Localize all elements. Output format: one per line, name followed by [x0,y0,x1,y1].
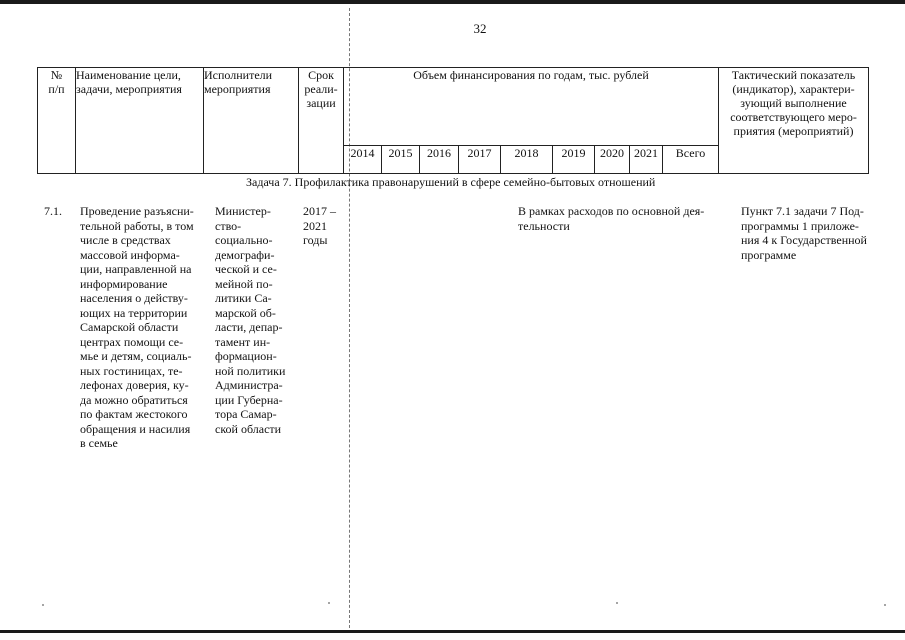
header-number: № п/п [38,68,76,174]
year-2018: 2018 [501,145,553,173]
year-total: Всего [663,145,719,173]
scan-speck [616,602,618,604]
top-border-rule [0,0,905,4]
financing-table [37,67,869,174]
header-executors: Исполнители мероприятия [204,68,299,174]
year-2019: 2019 [553,145,595,173]
header-financing: Объем финансирования по годам, тыс. рублей [344,68,719,146]
year-2020: 2020 [595,145,630,173]
year-2016: 2016 [420,145,459,173]
measure-financing: В рамках расходов по основной дея- тельности [518,204,705,233]
row-number: 7.1. [44,204,62,218]
header-term: Срок реали- зации [299,68,344,174]
task-title: Задача 7. Профилактика правонарушений в сфере семейно-бытовых отношений [246,175,656,189]
scan-speck [328,602,330,604]
header-name: Наименование цели, задачи, мероприятия [76,68,204,174]
header-indicator: Тактический показатель (индикатор), характери- зующий выполнение соответствующего меро- приятия (мероприятий) [719,68,869,174]
bottom-border-rule [0,630,905,633]
measure-indicator: Пункт 7.1 задачи 7 Под- программы 1 приложе- ния 4 к Государственной программе [741,204,867,262]
scan-speck [42,604,44,606]
measure-executors: Министер- ство- социально- демографи- ческой и се- мейной по- литики Са- марской об- ласти, депар- тамент ин- формацион- ной политики Администра- ции Губерна- тора Самар- ской области [215,204,286,436]
measure-term: 2017 – 2021 годы [303,204,336,247]
measure-name: Проведение разъясни- тельной работы, в том числе в средствах массовой информа- ции, направленной на информирование населения о действу- ющих на территории Самарской области центрах помощи се- мье и детям, социаль- ных гостиницах, те- лефонах доверия, ку- да можно обратиться по фактам жестокого обращения и насилия в семье [80,204,194,450]
year-2014: 2014 [344,145,382,173]
scan-speck [884,604,886,606]
year-2017: 2017 [459,145,501,173]
page-number: 32 [473,21,487,36]
year-2015: 2015 [382,145,420,173]
year-2021: 2021 [630,145,663,173]
